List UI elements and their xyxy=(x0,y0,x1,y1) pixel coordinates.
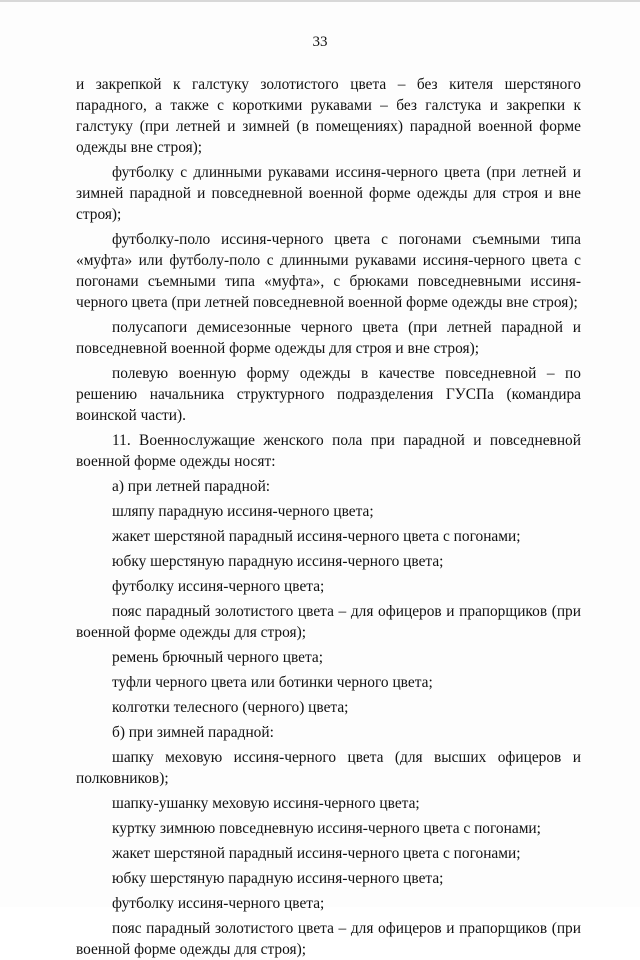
paragraph-3: футболку-поло иссиня-черного цвета с погонами съемными типа «муфта» или футболу-поло с длинными рукавами иссиня-черного цвета с погонами съемными типа «муфта», с брюками повседневными иссиня-черного цвета (при летней повседневной военной форме одежды вне строя); xyxy=(76,231,581,311)
list-item: юбку шерстяную парадную иссиня-черного цвета; xyxy=(112,553,444,570)
list-item: ремень брючный черного цвета; xyxy=(112,649,323,666)
list-item: шляпу парадную иссиня-черного цвета; xyxy=(112,503,374,520)
list-item: пояс парадный золотистого цвета – для офицеров и прапорщиков (при военной форме одежды для строя); xyxy=(76,920,581,958)
list-item: жакет шерстяной парадный иссиня-черного цвета с погонами; xyxy=(112,845,521,862)
page-top-edge xyxy=(0,0,640,2)
list-item: пояс парадный золотистого цвета – для офицеров и прапорщиков (при военной форме одежды для строя); xyxy=(76,603,581,641)
paragraph-6: 11. Военнослужащие женского пола при парадной и повседневной военной форме одежды носят: xyxy=(76,432,581,470)
paragraph-2: футболку с длинными рукавами иссиня-черного цвета (при летней и зимней парадной и повседневной военной форме одежды для строя и вне строя); xyxy=(76,164,581,223)
list-item: туфли черного цвета или ботинки черного цвета; xyxy=(112,674,433,691)
paragraph-1: и закрепкой к галстуку золотистого цвета – без кителя шерстяного парадного, а также с короткими рукавами – без галстука и закрепки к галстуку (при летней и зимней (в помещениях) парадной военной форме одежды вне строя); xyxy=(76,76,581,156)
list-heading-b: б) при зимней парадной: xyxy=(112,724,274,741)
list-item: шапку меховую иссиня-черного цвета (для высших офицеров и полковников); xyxy=(76,749,581,787)
list-item: юбку шерстяную парадную иссиня-черного цвета; xyxy=(112,870,444,887)
page-number: 33 xyxy=(312,34,328,50)
list-item: колготки телесного (черного) цвета; xyxy=(112,699,349,716)
list-item: футболку иссиня-черного цвета; xyxy=(112,895,325,912)
paragraph-4: полусапоги демисезонные черного цвета (при летней парадной и повседневной военной форме одежды для строя и вне строя); xyxy=(76,319,581,357)
list-item: футболку иссиня-черного цвета; xyxy=(112,578,325,595)
paragraph-5: полевую военную форму одежды в качестве повседневной – по решению начальника структурного подразделения ГУСПа (командира воинской части). xyxy=(76,365,581,424)
list-item: жакет шерстяной парадный иссиня-черного цвета с погонами; xyxy=(112,528,521,545)
list-item: куртку зимнюю повседневную иссиня-черного цвета с погонами; xyxy=(112,820,541,837)
document-body xyxy=(76,74,581,960)
list-item: шапку-ушанку меховую иссиня-черного цвета; xyxy=(112,795,420,812)
list-heading-a: а) при летней парадной: xyxy=(112,478,271,495)
